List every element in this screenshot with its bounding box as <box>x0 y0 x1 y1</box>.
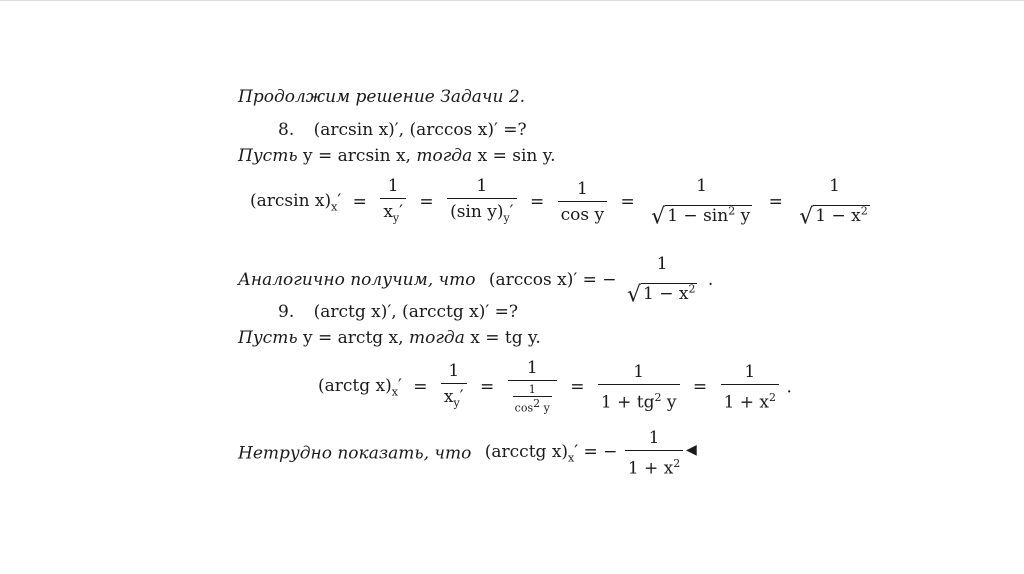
item8-question-text: (arcsin x)′, (arccos x)′ =? <box>313 120 527 140</box>
item8-term1: $\frac{1}{x_y'}$ <box>380 176 406 228</box>
item8-analog-text: Аналогично получим, что <box>238 269 476 290</box>
item8-term5: 1 √ $1 - x^2$ <box>799 176 868 231</box>
item9-term2: $\frac{1}{\frac{1}{\cos^2 y}}$ <box>508 358 557 417</box>
item8-let-word: Пусть <box>238 146 298 166</box>
item9-show-frac: $\frac{1}{1 + x^2}$ <box>625 428 683 479</box>
item9-show-text: Нетрудно показать, что <box>238 443 472 464</box>
item9-number: 9. <box>278 302 295 322</box>
item9-term1: $\frac{1}{x_y'}$ <box>441 361 467 413</box>
item9-then-math: x = tg y. <box>470 328 541 348</box>
item8-analog-end: . <box>707 269 714 290</box>
item9-let-math: y = arctg x, <box>303 328 404 348</box>
item8-analog-lhs: (arccos x)′ = − <box>488 269 617 290</box>
item8-analog-line <box>238 254 713 306</box>
top-divider <box>0 0 1024 1</box>
item8-number: 8. <box>278 120 295 140</box>
item8-let-math: y = arcsin x, <box>303 146 411 166</box>
item9-then-word: тогда <box>408 328 465 348</box>
item9-let-word: Пусть <box>238 328 298 348</box>
item8-term2: $\frac{1}{(\sin y)_y'}$ <box>447 176 516 228</box>
item8-lhs: (arcsin $x)_x'$ <box>250 191 342 214</box>
item9-term4: $\frac{1}{1 + x^2}$ <box>721 362 779 413</box>
item9-show-lhs: (arcctg $x)_x'$ = − <box>484 442 618 465</box>
item8-analog-frac: 1 √ $1 - x^2$ <box>626 254 696 308</box>
item8-equation: (arcsin $x)_x'$ = $\frac{1}{x_y'}$ = $\frac{1}{(\sin y)_y'}$ = $\frac{1}{\text{cos y}}$ = 1 √ $1 - \sin^2 y$ = 1 √ $1 - x^2$ <box>250 176 875 228</box>
item9-let-line <box>238 328 541 348</box>
item8-question <box>278 120 527 140</box>
item9-lhs: (arctg $x)_x'$ <box>318 376 402 399</box>
intro-text: Продолжим решение Задачи 2. <box>238 87 526 107</box>
item9-question <box>278 302 518 322</box>
item9-equation: (arctg $x)_x'$ = $\frac{1}{x_y'}$ = $\frac{1}{\frac{1}{\cos^2 y}}$ = $\frac{1}{1 + tg^2 y}$ = $\frac{1}{1 + x^2}$ . <box>318 358 792 415</box>
item9-show-line <box>238 428 685 479</box>
item9-question-text: (arctg x)′, (arcctg x)′ =? <box>313 302 518 322</box>
item8-let-line <box>238 146 556 166</box>
item9-term3: $\frac{1}{1 + tg^2 y}$ <box>598 362 680 413</box>
item9-term2-inner: $\frac{1}{\cos^2 y}$ <box>514 383 550 415</box>
item8-then-math: x = sin y. <box>477 146 556 166</box>
item8-term4: 1 √ $1 - \sin^2 y$ <box>651 176 751 231</box>
item9-end: . <box>786 377 792 398</box>
item8-then-word: тогда <box>416 146 473 166</box>
item8-term3: $\frac{1}{\text{cos y}}$ <box>558 179 608 225</box>
end-of-proof-icon: ◀ <box>686 442 697 458</box>
